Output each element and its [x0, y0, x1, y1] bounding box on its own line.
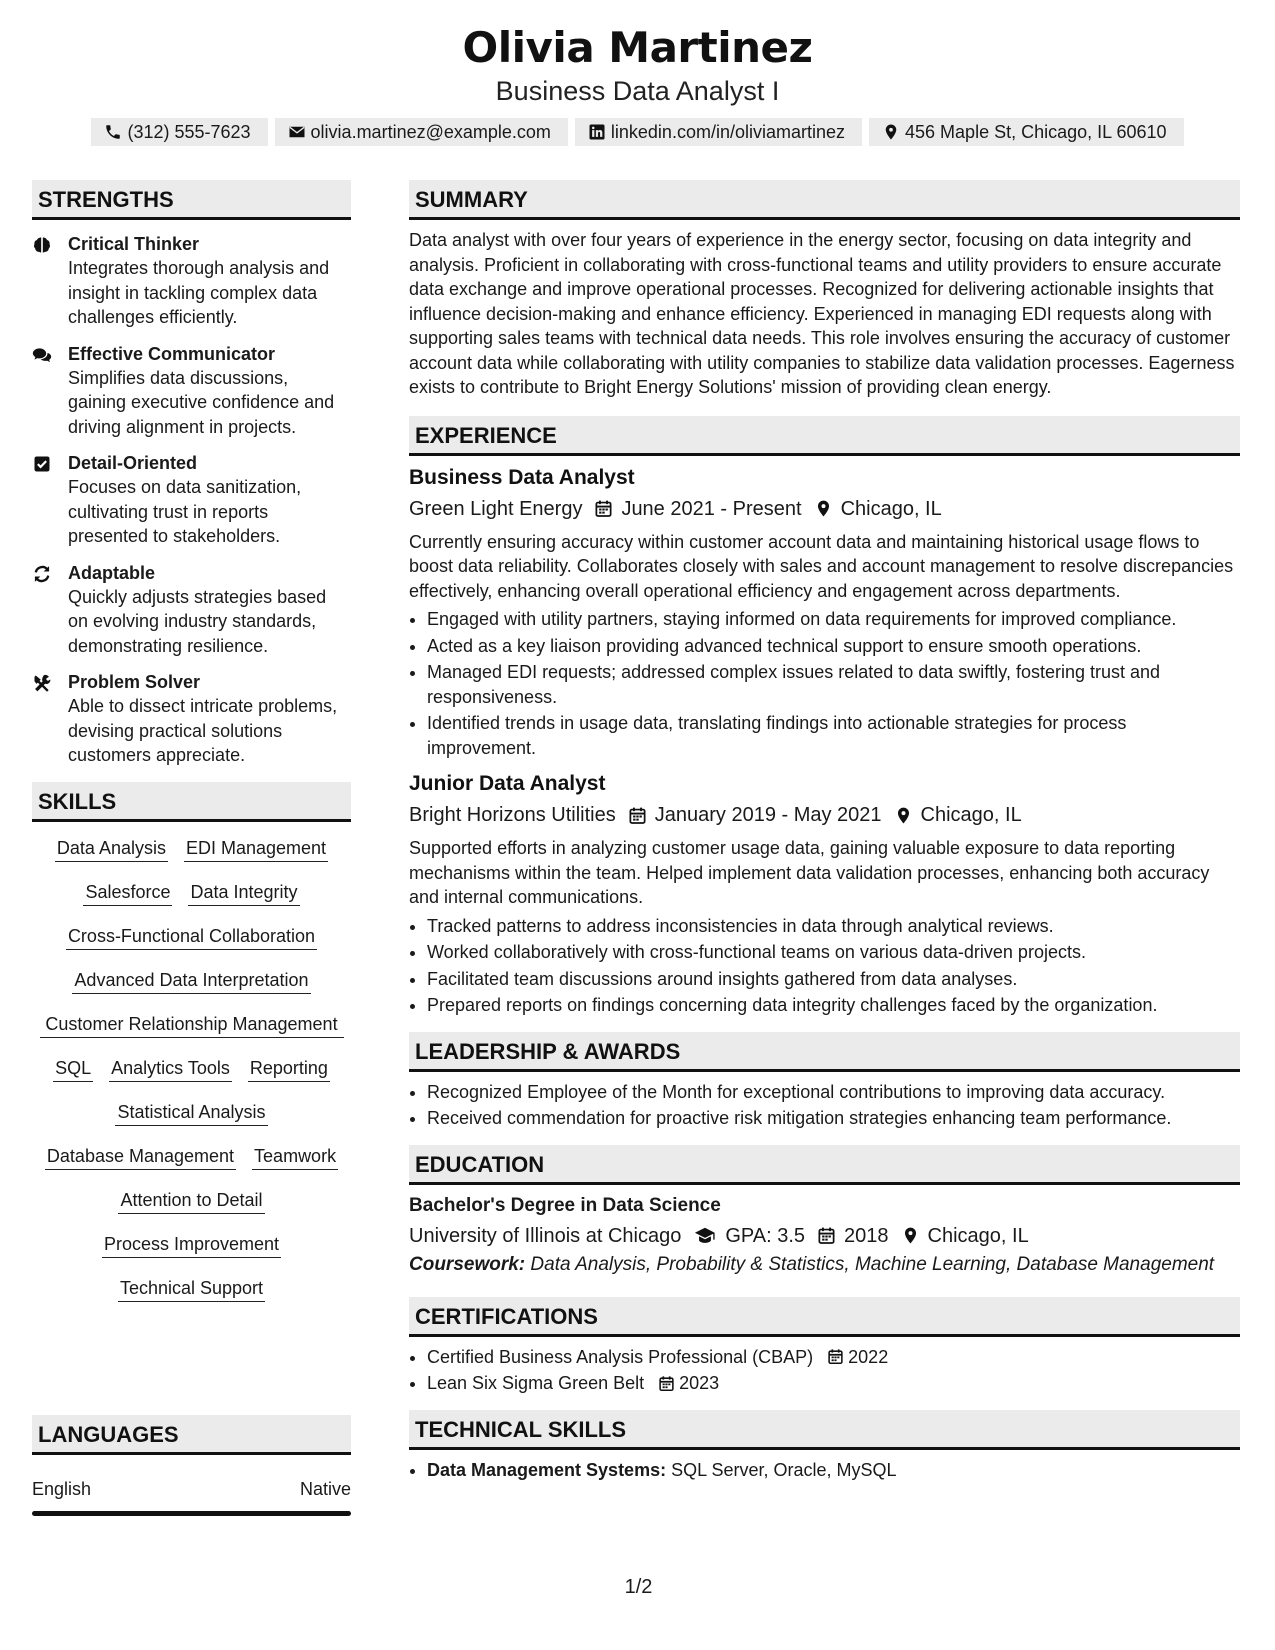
check-square-icon — [32, 454, 52, 474]
job-entry — [409, 464, 1240, 761]
skill-tag: Teamwork — [252, 1144, 338, 1170]
list-item: • Acted as a key liaison providing advanced technical support to ensure smooth operations. — [427, 634, 1240, 659]
skill-tag: Database Management — [45, 1144, 236, 1170]
list-item: • Received commendation for proactive risk mitigation strategies enhancing team performance. — [427, 1106, 1240, 1131]
map-marker-icon — [882, 123, 900, 141]
candidate-name: Olivia Martinez — [462, 23, 813, 72]
skill-tag: Process Improvement — [102, 1232, 281, 1258]
job-dates: June 2021 - Present — [621, 497, 802, 520]
tech-values: SQL Server, Oracle, MySQL — [671, 1459, 897, 1480]
summary-text: Data analyst with over four years of experience in the energy sector, focusing on data integrity and analysis. Proficient in collaborating with cross-functional teams and utility providers to ensure accurate data exchange and improve operational processes. Recognized for delivering actionable insights that influence decision-making and enhance efficiency. Experienced in managing EDI requests along with supporting sales teams with technical data needs. This role involves ensuring the accuracy of customer account data while collaborating with utility companies to stabilize data validation processes. Eagerness exists to contribute to Bright Energy Solutions' mission of providing clean energy. — [409, 230, 1235, 397]
gpa-text: GPA: 3.5 — [725, 1224, 806, 1247]
coursework-label: Coursework: — [409, 1253, 526, 1275]
list-item: • Tracked patterns to address inconsistencies in data through analytical reviews. — [427, 914, 1240, 939]
school-name: University of Illinois at Chicago — [409, 1224, 682, 1247]
envelope-icon — [288, 123, 306, 141]
list-item: • Identified trends in usage data, translating findings into actionable strategies for process improvement. — [427, 711, 1240, 760]
strength-desc: Focuses on data sanitization, cultivating trust in reports presented to stakeholders. — [68, 477, 302, 546]
page-number: 1/2 — [624, 1576, 653, 1598]
technical-skills-heading: TECHNICAL SKILLS — [409, 1410, 1240, 1450]
cert-name: • Lean Six Sigma Green Belt — [427, 1373, 645, 1393]
job-meta — [409, 800, 1240, 830]
job-location: Chicago, IL — [920, 804, 1022, 826]
job-description: Currently ensuring accuracy within customer account data and maintaining historical usage flows to boost data reliability. Collaborates closely with sales and account management to resolve discrepancies effectively, enhancing overall operational efficiency and engagement across departments. — [409, 531, 1234, 601]
tools-icon — [32, 673, 52, 693]
job-company: Green Light Energy — [409, 497, 583, 520]
right-column — [409, 180, 1240, 1484]
calendar-icon — [658, 1375, 675, 1392]
coursework — [409, 1253, 1240, 1277]
cert-year: 2022 — [848, 1346, 889, 1367]
list-item — [427, 1371, 1240, 1396]
left-column — [32, 180, 351, 1499]
skill-tag: Attention to Detail — [118, 1188, 264, 1214]
job-entry — [409, 770, 1240, 1018]
map-marker-icon — [901, 1226, 920, 1245]
address-text: 456 Maple St, Chicago, IL 60610 — [905, 122, 1167, 142]
strength-item — [32, 451, 351, 549]
summary-heading: SUMMARY — [409, 180, 1240, 220]
language-level: Native — [299, 1479, 351, 1499]
strengths-list — [32, 232, 351, 768]
job-title: Junior Data Analyst — [409, 772, 606, 795]
languages-list — [32, 1457, 351, 1516]
calendar-icon — [817, 1226, 836, 1245]
skill-tag: Customer Relationship Management — [40, 1012, 344, 1038]
contact-linkedin[interactable] — [575, 118, 862, 146]
language-proficiency-bar — [32, 1511, 351, 1516]
strength-item — [32, 670, 351, 768]
strength-desc: Simplifies data discussions, gaining executive confidence and driving alignment in projects. — [68, 367, 335, 437]
brain-icon — [32, 235, 52, 255]
chat-icon — [32, 345, 52, 365]
leadership-list — [409, 1080, 1240, 1131]
cert-name: • Certified Business Analysis Professional (CBAP) — [427, 1346, 814, 1367]
skill-tag: Advanced Data Interpretation — [72, 968, 310, 994]
graduation-cap-icon — [693, 1225, 717, 1247]
list-item: • Prepared reports on findings concerning data integrity challenges faced by the organization. — [427, 993, 1240, 1018]
job-description: Supported efforts in analyzing customer usage data, gaining valuable exposure to data reporting mechanisms within the team. Helped implement data validation processes, enhancing both accuracy and internal communications. — [409, 838, 1210, 907]
certifications-heading: CERTIFICATIONS — [409, 1297, 1240, 1337]
language-name: English — [32, 1479, 92, 1499]
strength-title: Adaptable — [68, 562, 156, 583]
calendar-icon — [827, 1348, 844, 1365]
strength-title: Detail-Oriented — [68, 453, 198, 473]
contact-address — [869, 118, 1184, 146]
strength-title: Critical Thinker — [68, 234, 200, 254]
experience-heading: EXPERIENCE — [409, 416, 1240, 456]
list-item — [427, 1458, 1240, 1483]
job-bullets — [409, 914, 1240, 1018]
job-bullets — [409, 607, 1240, 760]
phone-icon — [104, 123, 122, 141]
resume-header — [0, 0, 1275, 146]
graduation-year: 2018 — [844, 1224, 889, 1247]
list-item — [427, 1345, 1240, 1370]
job-company: Bright Horizons Utilities — [409, 804, 616, 826]
skill-tag: Data Analysis — [55, 836, 168, 862]
skills-heading: SKILLS — [32, 782, 351, 822]
skill-tag: Technical Support — [118, 1276, 265, 1302]
leadership-heading: LEADERSHIP & AWARDS — [409, 1032, 1240, 1072]
strength-desc: Able to dissect intricate problems, devising practical solutions customers appreciate. — [68, 696, 338, 765]
strength-item — [32, 342, 351, 440]
list-item: • Worked collaboratively with cross-functional teams on various data-driven projects. — [427, 940, 1240, 965]
coursework-list: Data Analysis, Probability & Statistics, Machine Learning, Database Management — [530, 1253, 1215, 1275]
strength-title: Effective Communicator — [68, 343, 276, 364]
skill-tag: SQL — [53, 1056, 93, 1082]
candidate-title: Business Data Analyst I — [495, 76, 780, 106]
map-marker-icon — [814, 499, 833, 518]
skill-tag: Statistical Analysis — [115, 1100, 267, 1126]
education-meta — [409, 1221, 1240, 1251]
job-location: Chicago, IL — [840, 497, 942, 520]
skill-tag: Cross-Functional Collaboration — [66, 924, 317, 950]
contact-phone[interactable] — [91, 118, 267, 146]
map-marker-icon — [894, 806, 913, 825]
cert-year: 2023 — [679, 1373, 720, 1393]
skill-tag: Salesforce — [83, 880, 172, 906]
list-item: • Engaged with utility partners, staying informed on data requirements for improved compliance. — [427, 607, 1240, 632]
contact-bar — [0, 118, 1275, 146]
language-row — [32, 1477, 351, 1501]
email-text: olivia.martinez@example.com — [310, 122, 551, 142]
job-meta — [409, 494, 1240, 524]
education-location: Chicago, IL — [927, 1224, 1029, 1247]
languages-heading: LANGUAGES — [32, 1415, 351, 1455]
certifications-list — [409, 1345, 1240, 1396]
strength-desc: Quickly adjusts strategies based on evolving industry standards, demonstrating resilience. — [68, 586, 327, 656]
strength-item — [32, 232, 351, 330]
skill-tag: EDI Management — [184, 836, 328, 862]
degree-title: Bachelor's Degree in Data Science — [409, 1194, 721, 1216]
phone-text: (312) 555-7623 — [127, 122, 251, 142]
linkedin-icon — [588, 123, 606, 141]
tech-category: Data Management Systems: — [427, 1459, 667, 1480]
skill-tag: Data Integrity — [188, 880, 299, 906]
education-heading: EDUCATION — [409, 1145, 1240, 1185]
calendar-icon — [628, 806, 647, 825]
job-dates: January 2019 - May 2021 — [654, 804, 882, 826]
calendar-icon — [594, 499, 613, 518]
list-item: • Recognized Employee of the Month for exceptional contributions to improving data accuracy. — [427, 1080, 1240, 1105]
skills-list — [32, 836, 351, 1302]
skill-tag: Analytics Tools — [109, 1056, 232, 1082]
strengths-heading: STRENGTHS — [32, 180, 351, 220]
job-title: Business Data Analyst — [409, 465, 635, 489]
strength-desc: Integrates thorough analysis and insight in tackling complex data challenges efficiently. — [68, 258, 330, 327]
contact-email[interactable] — [275, 118, 568, 146]
technical-skills-list — [409, 1458, 1240, 1483]
skill-tag: Reporting — [248, 1056, 330, 1082]
list-item: • Facilitated team discussions around insights gathered from data analyses. — [427, 967, 1240, 992]
linkedin-text: linkedin.com/in/oliviamartinez — [610, 122, 846, 142]
strength-title: Problem Solver — [68, 672, 201, 692]
list-item: • Managed EDI requests; addressed complex issues related to data swiftly, fostering trust and responsiveness. — [427, 660, 1240, 709]
sync-icon — [32, 564, 52, 584]
strength-item — [32, 561, 351, 659]
